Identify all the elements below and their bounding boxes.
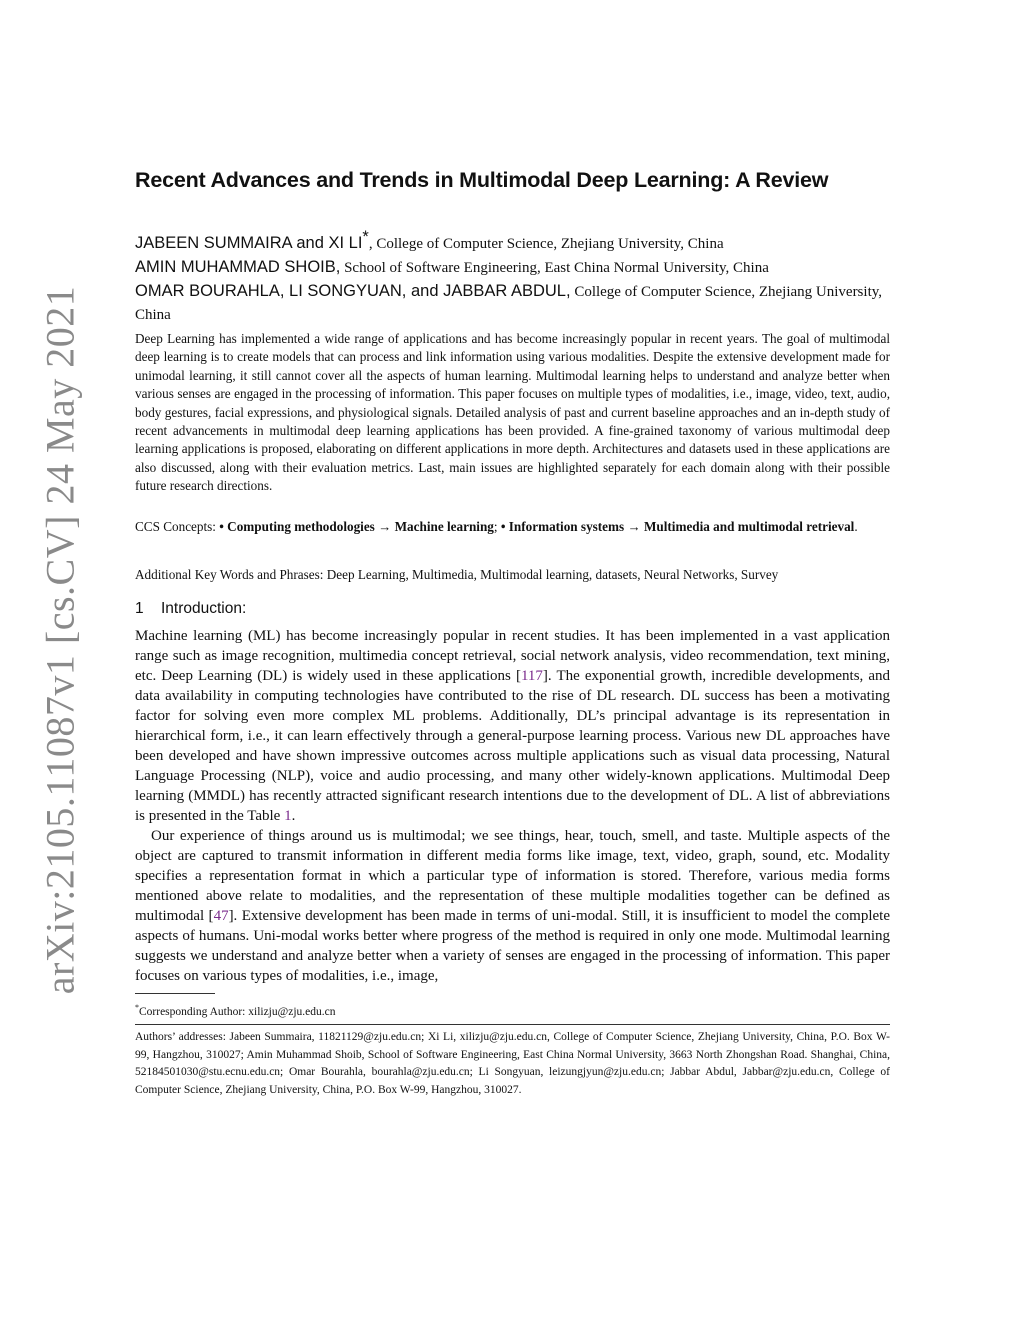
footnote-divider (135, 993, 215, 994)
addresses-divider (135, 1024, 890, 1025)
ccs-separator: ; (493, 519, 501, 534)
ccs-concepts (135, 518, 890, 536)
ccs-concept: Multimedia and multimodal retrieval (643, 519, 855, 534)
text-run: ]. The exponential growth, incredible developments, and data availability in computing technologies have contributed to the rise of DL research. DL success has been a motivating factor for solving even more complex ML problems. Additionally, DL’s principal advantage is its representation in hierarchical form, i.e., it can learn effectively through a general-purpose learning process. Various new DL approaches have been developed and have shown impressive outcomes across multiple applications such as visual data processing, Natural Language Processing (NLP), voice and audio processing, and many other widely-known applications. Multimodal Deep learning (MMDL) has recently attracted significant research intentions due to the development of DL. A list of abbreviations is presented in the Table (135, 668, 890, 824)
text-run: . (291, 808, 296, 824)
ccs-arrow: → (374, 519, 395, 534)
ccs-end: . (854, 519, 858, 534)
footnote-mark: * (135, 1003, 139, 1012)
text-run: Our experience of things around us is multimodal; we see things, hear, touch, smell, and taste. Multiple aspects of the object are captured to transmit information in different media forms like image, text, video, graph, sound, etc. Modality specifies a representation format in which a particular type of information is stored. Therefore, various media forms mentioned above relate to modalities, and the representation of these multiple modalities together can be defined as multimodal [ (135, 828, 890, 924)
abstract: Deep Learning has implemented a wide range of applications and has become increasingly popular in recent years. The goal of multimodal deep learning is to create models that can process and link information using various modalities. Despite the extensive development made for unimodal learning, it still cannot cover all the aspects of human learning. Multimodal learning helps to understand and analyze better when various senses are engaged in the processing of information. This paper focuses on multiple types of modalities, i.e., image, video, text, audio, body gestures, facial expressions, and physiological signals. Detailed analysis of past and current baseline approaches and an in-depth study of recent advancements in multimodal deep learning applications has been provided. A fine-grained taxonomy of various multimodal deep learning applications is proposed, elaborating on different applications in more depth. Architectures and datasets used in these applications are also discussed, along with their evaluation metrics. Last, main issues are highlighted separately for each domain along with their possible future research directions. (135, 331, 890, 494)
text-run: Machine learning (ML) has become increasingly popular in recent studies. It has been implemented in a vast application range such as image recognition, multimedia concept retrieval, social network analysis, video recommendation, text mining, etc. Deep Learning (DL) is widely used in these applications [ (135, 628, 890, 684)
section-heading (135, 600, 246, 618)
author-block (135, 226, 890, 327)
section-title: Introduction: (161, 600, 247, 617)
paper-title: Recent Advances and Trends in Multimodal Deep Learning: A Review (135, 168, 829, 192)
author-names: OMAR BOURAHLA, LI SONGYUAN, and JABBAR ABDUL, (135, 282, 571, 300)
author-addresses: Authors’ addresses: Jabeen Summaira, 11821129@zju.edu.cn; Xi Li, xilizju@zju.edu.cn, College of Computer Science, Zhejiang University, China, P.O. Box W-99, Hangzhou, 310027; Amin Muhammad Shoib, School of Software Engineering, East China Normal University, 3663 North Zhongshan Road. Shanghai, China, 52184501030@stu.ecnu.edu.cn; Omar Bourahla, bourahla@zju.edu.cn; Li Songyuan, leizungjyun@zju.edu.cn; Jabbar Abdul, Jabbar@zju.edu.cn, College of Computer Science, Zhejiang University, China, P.O. Box W-99, Hangzhou, 310027. (135, 1031, 890, 1096)
ccs-label: CCS Concepts: (135, 519, 220, 534)
footnote-text: Corresponding Author: xilizju@zju.edu.cn (139, 1005, 336, 1018)
citation-link[interactable]: 117 (520, 668, 543, 684)
table-reference-link[interactable]: 1 (284, 808, 292, 824)
author-names: AMIN MUHAMMAD SHOIB, (135, 258, 341, 276)
corresponding-mark: * (362, 228, 369, 246)
author-affiliation: College of Computer Science, Zhejiang University, China (135, 284, 883, 323)
text-run: ]. Extensive development has been made in terms of uni-modal. Still, it is insufficient to model the complete aspects of humans. Uni-modal works better where progress of the method is required in only one mode. Multimodal learning suggests we understand and analyze better when a variety of senses are engaged in the processing of information. This paper focuses on various types of modalities, i.e., image, (135, 908, 890, 984)
section-number: 1 (135, 600, 144, 617)
author-line (135, 280, 890, 327)
author-line (135, 226, 890, 256)
footnote (135, 1000, 890, 1020)
ccs-concept: • Computing methodologies (219, 519, 375, 534)
keywords: Additional Key Words and Phrases: Deep Learning, Multimedia, Multimodal learning, datasets, Neural Networks, Survey (135, 567, 779, 582)
author-affiliation: School of Software Engineering, East China Normal University, China (340, 260, 769, 276)
author-affiliation: , College of Computer Science, Zhejiang University, China (368, 236, 724, 252)
ccs-arrow: → (624, 519, 644, 534)
arxiv-identifier-stamp[interactable]: arXiv:2105.11087v1 [cs.CV] 24 May 2021 (37, 285, 83, 995)
introduction-body (135, 626, 890, 986)
citation-link[interactable]: 47 (213, 908, 229, 924)
author-names: JABEEN SUMMAIRA and XI LI (135, 234, 363, 252)
ccs-concept: Machine learning (394, 519, 494, 534)
author-line (135, 256, 890, 280)
paragraph (135, 826, 890, 986)
ccs-concept: • Information systems (500, 519, 625, 534)
paragraph (135, 626, 890, 826)
